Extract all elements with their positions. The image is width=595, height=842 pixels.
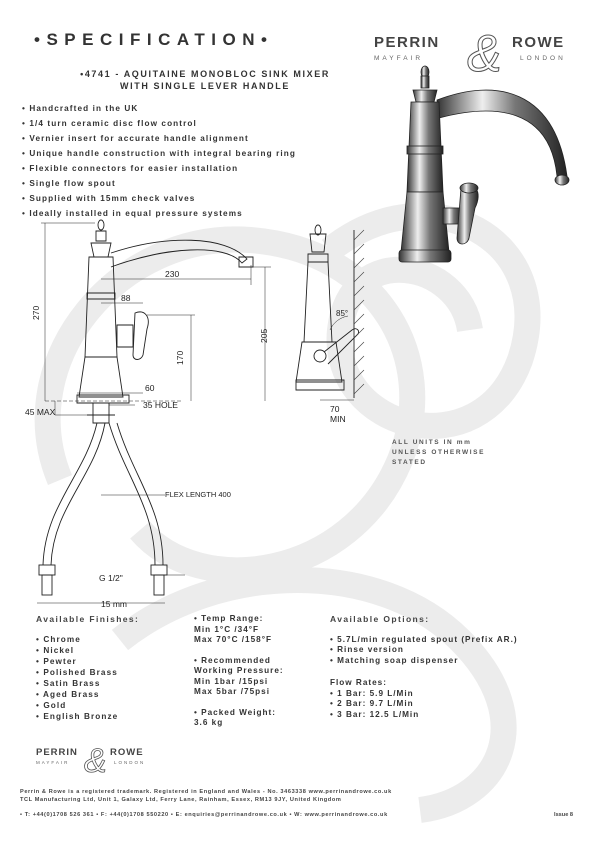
feature-item: • Single flow spout xyxy=(22,179,116,188)
logo-left-sub: MAYFAIR xyxy=(374,55,424,62)
dim-g-half: G 1/2" xyxy=(99,573,123,583)
options-heading: Available Options: xyxy=(330,614,430,624)
issue-number: Issue 8 xyxy=(554,812,573,818)
pressure-heading-2: Working Pressure: xyxy=(194,666,284,675)
dim-35-hole: 35 HOLE xyxy=(143,400,178,410)
product-subtitle xyxy=(40,68,370,92)
dim-270: 270 xyxy=(31,305,41,320)
dim-min: MIN xyxy=(330,414,346,424)
product-photo xyxy=(385,58,585,273)
feature-item: • Unique handle construction with integral bearing ring xyxy=(22,149,296,158)
flow-heading: Flow Rates: xyxy=(330,678,387,687)
pressure-min: Min 1bar /15psi xyxy=(194,676,269,686)
dim-230: 230 xyxy=(165,269,180,279)
finishes-list xyxy=(36,634,139,722)
finish-item: • Pewter xyxy=(36,657,77,666)
front-technical-drawing xyxy=(15,215,305,615)
temp-max: Max 70°C /158°F xyxy=(194,635,272,644)
finish-item: • Satin Brass xyxy=(36,679,101,688)
option-item: • 5.7L/min regulated spout (Prefix AR.) xyxy=(330,634,518,644)
footer-line-3: • T: +44(0)1708 526 361 • F: +44(0)1708 550220 • E: enquiries@perrinandrowe.co.uk • W: www.perrinandrowe.co.uk xyxy=(20,812,388,818)
dim-205: 205 xyxy=(259,328,269,343)
logo-right-word: ROWE xyxy=(512,34,565,51)
finishes-heading: Available Finishes: xyxy=(36,614,140,624)
logo-ampersand: & xyxy=(467,27,502,77)
finish-item: • Polished Brass xyxy=(36,668,118,677)
finish-item: • Chrome xyxy=(36,635,81,644)
feature-item: • Handcrafted in the UK xyxy=(22,104,139,113)
feature-item: • 1/4 turn ceramic disc flow control xyxy=(22,119,197,128)
logo-left-word: PERRIN xyxy=(374,34,440,51)
flow-item: • 2 Bar: 9.7 L/Min xyxy=(330,699,414,708)
footer-logo-ampersand: & xyxy=(84,742,107,776)
feature-item: • Ideally installed in equal pressure systems xyxy=(22,209,243,218)
footer-logo-right-sub: LONDON xyxy=(114,760,146,765)
units-note xyxy=(392,438,485,468)
finish-item: • Nickel xyxy=(36,646,75,655)
footer-line-1: Perrin & Rowe is a registered trademark. Registered in England and Wales - No. 3463338 www.perrinandrowe.co.uk xyxy=(20,789,392,795)
option-item: • Rinse version xyxy=(330,645,404,654)
options-column xyxy=(330,614,518,720)
finishes-section xyxy=(36,614,139,722)
footer-line-2: TCL Manufacturing Ltd, Unit 1, Galaxy Ltd, Ferry Lane, Rainham, Essex, RM13 9JY, United Kingdom xyxy=(20,797,342,803)
dim-angle: 85° xyxy=(336,309,349,318)
units-line-3: STATED xyxy=(392,459,427,466)
dim-15mm: 15 mm xyxy=(101,599,127,609)
finish-item: • Aged Brass xyxy=(36,690,100,699)
specs-column xyxy=(194,614,284,729)
side-technical-drawing xyxy=(290,220,400,430)
footer-logo-right-word: ROWE xyxy=(110,747,144,758)
feature-list xyxy=(22,101,296,221)
temp-heading: • Temp Range: xyxy=(194,614,264,623)
pressure-max: Max 5bar /75psi xyxy=(194,687,270,696)
option-item: • Matching soap dispenser xyxy=(330,655,459,665)
footer-logo-left-word: PERRIN xyxy=(36,747,78,758)
feature-item: • Vernier insert for accurate handle alignment xyxy=(22,134,249,143)
units-line-2: UNLESS OTHERWISE xyxy=(392,449,486,456)
dim-45-max: 45 MAX xyxy=(25,407,56,417)
weight-value: 3.6 kg xyxy=(194,718,224,727)
feature-item: • Flexible connectors for easier installation xyxy=(22,164,239,173)
footer-logo-left-sub: MAYFAIR xyxy=(36,760,70,765)
temp-min: Min 1°C /34°F xyxy=(194,624,260,634)
weight-heading: • Packed Weight: xyxy=(194,707,276,717)
flow-item: • 1 Bar: 5.9 L/Min xyxy=(330,688,414,698)
dim-88: 88 xyxy=(121,293,131,303)
finish-item: • Gold xyxy=(36,701,67,710)
flow-item: • 3 Bar: 12.5 L/Min xyxy=(330,709,420,719)
dim-70: 70 xyxy=(330,404,340,414)
footer-brand-logo xyxy=(36,742,156,776)
dim-flex-length: FLEX LENGTH 400 xyxy=(165,490,231,499)
dim-170: 170 xyxy=(175,350,185,365)
logo-right-sub: LONDON xyxy=(520,55,566,62)
dim-60: 60 xyxy=(145,383,155,393)
subtitle-line-1: •4741 - AQUITAINE MONOBLOC SINK MIXER xyxy=(80,69,330,79)
feature-item: • Supplied with 15mm check valves xyxy=(22,194,196,203)
subtitle-line-2: WITH SINGLE LEVER HANDLE xyxy=(120,81,290,91)
finish-item: • English Bronze xyxy=(36,712,119,721)
pressure-heading-1: • Recommended xyxy=(194,655,271,665)
units-line-1: ALL UNITS IN mm xyxy=(392,439,472,446)
page-title: •SPECIFICATION• xyxy=(34,30,274,49)
